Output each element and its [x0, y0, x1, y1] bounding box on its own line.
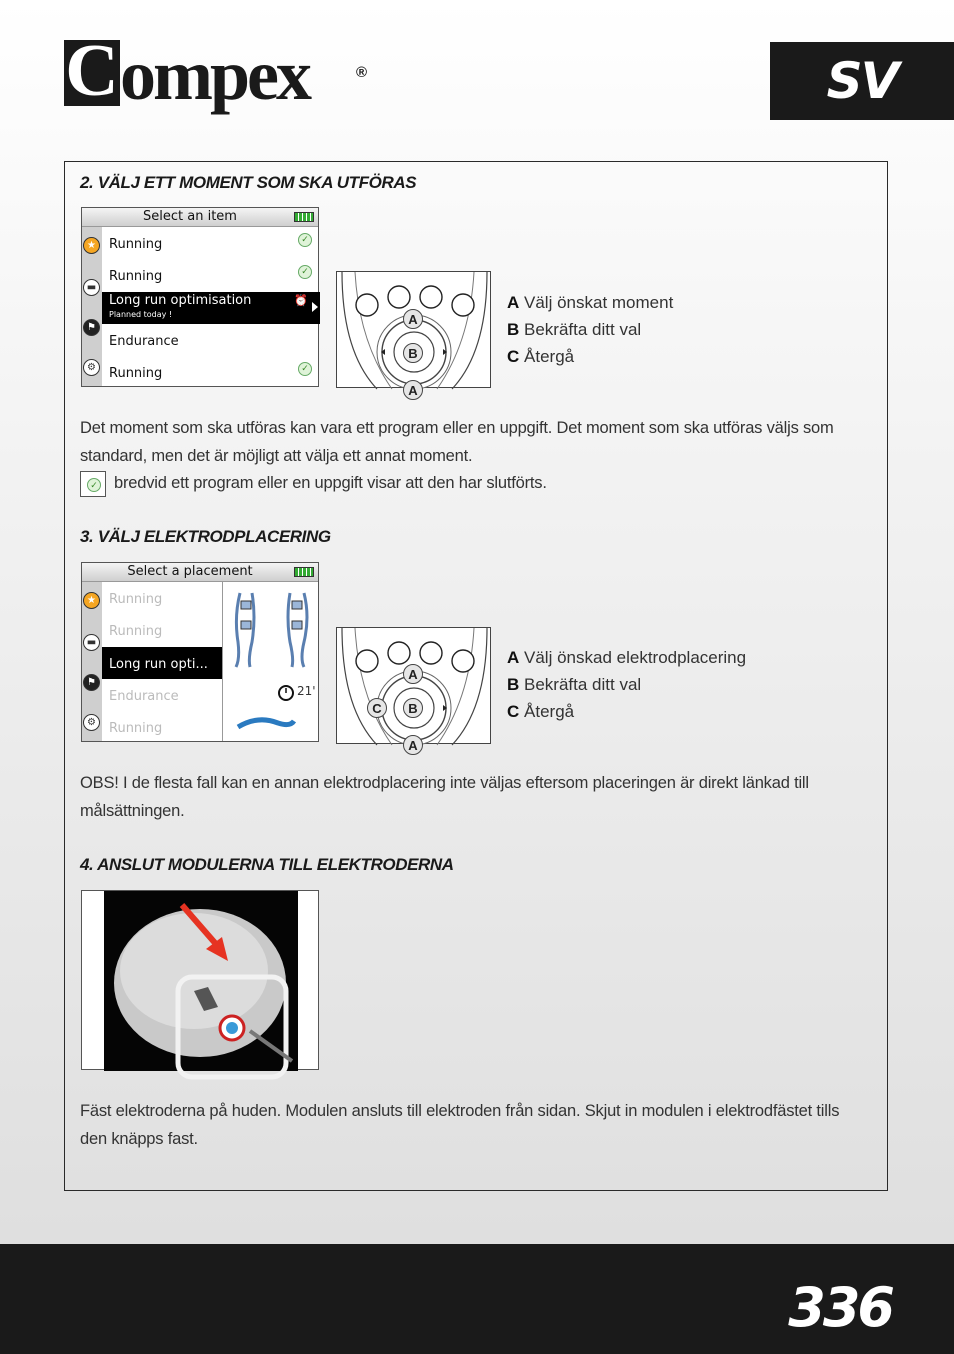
device-screen-select-item: [81, 207, 319, 387]
page-footer: [0, 1244, 954, 1354]
section-4-heading: 4. ANSLUT MODULERNA TILL ELEKTRODERNA: [80, 855, 454, 874]
screen-divider: [222, 582, 223, 741]
flag-icon: ⚑: [83, 674, 100, 691]
list-item[interactable]: Running ✓: [102, 356, 320, 388]
star-icon: ★: [83, 237, 100, 254]
check-note: bredvid ett program eller en uppgift visar att den har slutförts.: [114, 474, 547, 492]
section-4-paragraph: Fäst elektroderna på huden. Modulen ansluts till elektroden från sidan. Skjut in modulen i elektrodfästet tills den knäpps fast.: [80, 1102, 840, 1148]
duration-label: 21': [297, 684, 316, 698]
flag-icon: ⚑: [83, 319, 100, 336]
check-icon-box: [80, 471, 106, 497]
list-item[interactable]: Running: [109, 721, 163, 736]
check-icon: ✓: [298, 265, 312, 279]
legend-item: C Återgå: [507, 347, 575, 366]
marker-a-bottom: A: [403, 735, 423, 755]
list-item[interactable]: Running ✓: [102, 259, 320, 291]
list-item-selected[interactable]: Long run optimisation Planned today ! ⏰: [102, 292, 320, 324]
list-item[interactable]: Running ✓: [102, 227, 320, 259]
marker-c: C: [367, 698, 387, 718]
marker-a-top: A: [403, 309, 423, 329]
logo-initial: C: [65, 30, 119, 112]
device-screen-select-placement: [81, 562, 319, 742]
alarm-icon: ⏰: [294, 294, 308, 307]
legend-item: A Välj önskad elektrodplacering: [507, 648, 747, 667]
check-icon: ✓: [298, 362, 312, 376]
section-3-paragraph: OBS! I de flesta fall kan en annan elektrodplacering inte väljas eftersom placeringen är direkt länkad till målsättningen.: [80, 774, 809, 820]
marker-a-top: A: [403, 664, 423, 684]
legend-item: C Återgå: [507, 702, 575, 721]
section-3-heading: 3. VÄLJ ELEKTRODPLACERING: [80, 527, 331, 546]
check-icon: ✓: [298, 233, 312, 247]
legend-item: B Bekräfta ditt val: [507, 675, 642, 694]
controller-drawing: [337, 628, 492, 745]
list-item[interactable]: Running: [109, 592, 163, 607]
arrow-right-icon: [312, 302, 318, 312]
list-item[interactable]: Endurance: [109, 334, 179, 349]
settings-icon: ⚙: [83, 714, 100, 731]
screen-icon-column: [82, 582, 102, 741]
battery-icon: [294, 567, 314, 577]
legend-item: B Bekräfta ditt val: [507, 320, 642, 339]
battery-icon: [294, 212, 314, 222]
list-item-selected[interactable]: Long run opti...: [102, 647, 222, 679]
registered-mark: ®: [356, 64, 368, 81]
star-icon: ★: [83, 592, 100, 609]
language-tag: SV: [770, 42, 954, 120]
legend-section-3: [507, 644, 746, 725]
marker-b: B: [403, 343, 423, 363]
settings-icon: ⚙: [83, 359, 100, 376]
marker-a-bottom: A: [403, 380, 423, 400]
check-icon: ✓: [87, 478, 101, 492]
list-item[interactable]: Endurance: [109, 689, 179, 704]
screen-title-bar: [82, 208, 318, 227]
section-2-heading: 2. VÄLJ ETT MOMENT SOM SKA UTFÖRAS: [80, 173, 417, 192]
screen-icon-column: [82, 227, 102, 386]
controller-drawing: [337, 272, 492, 389]
legend-item: A Välj önskat moment: [507, 293, 674, 312]
folder-icon: ▬: [83, 279, 100, 296]
electrode-placement-illustration: [228, 587, 318, 739]
section-2-paragraph: Det moment som ska utföras kan vara ett program eller en uppgift. Det moment som ska utföras väljs som standard, men det är möjligt att välja ett annat moment.: [80, 419, 834, 465]
page-number: 336: [788, 1276, 892, 1339]
controller-diagram-2: [336, 627, 491, 753]
legend-section-2: [507, 289, 673, 370]
screen-title-bar: [82, 563, 318, 582]
logo-wordmark: ompex: [120, 35, 309, 115]
folder-icon: ▬: [83, 634, 100, 651]
module-connection-photo: [81, 890, 319, 1070]
marker-b: B: [403, 698, 423, 718]
module-photo-illustration: [82, 891, 320, 1071]
screen-title: Select an item: [143, 209, 237, 224]
controller-diagram-1: [336, 271, 491, 398]
screen-title: Select a placement: [127, 564, 253, 579]
list-item[interactable]: Running: [109, 624, 163, 639]
